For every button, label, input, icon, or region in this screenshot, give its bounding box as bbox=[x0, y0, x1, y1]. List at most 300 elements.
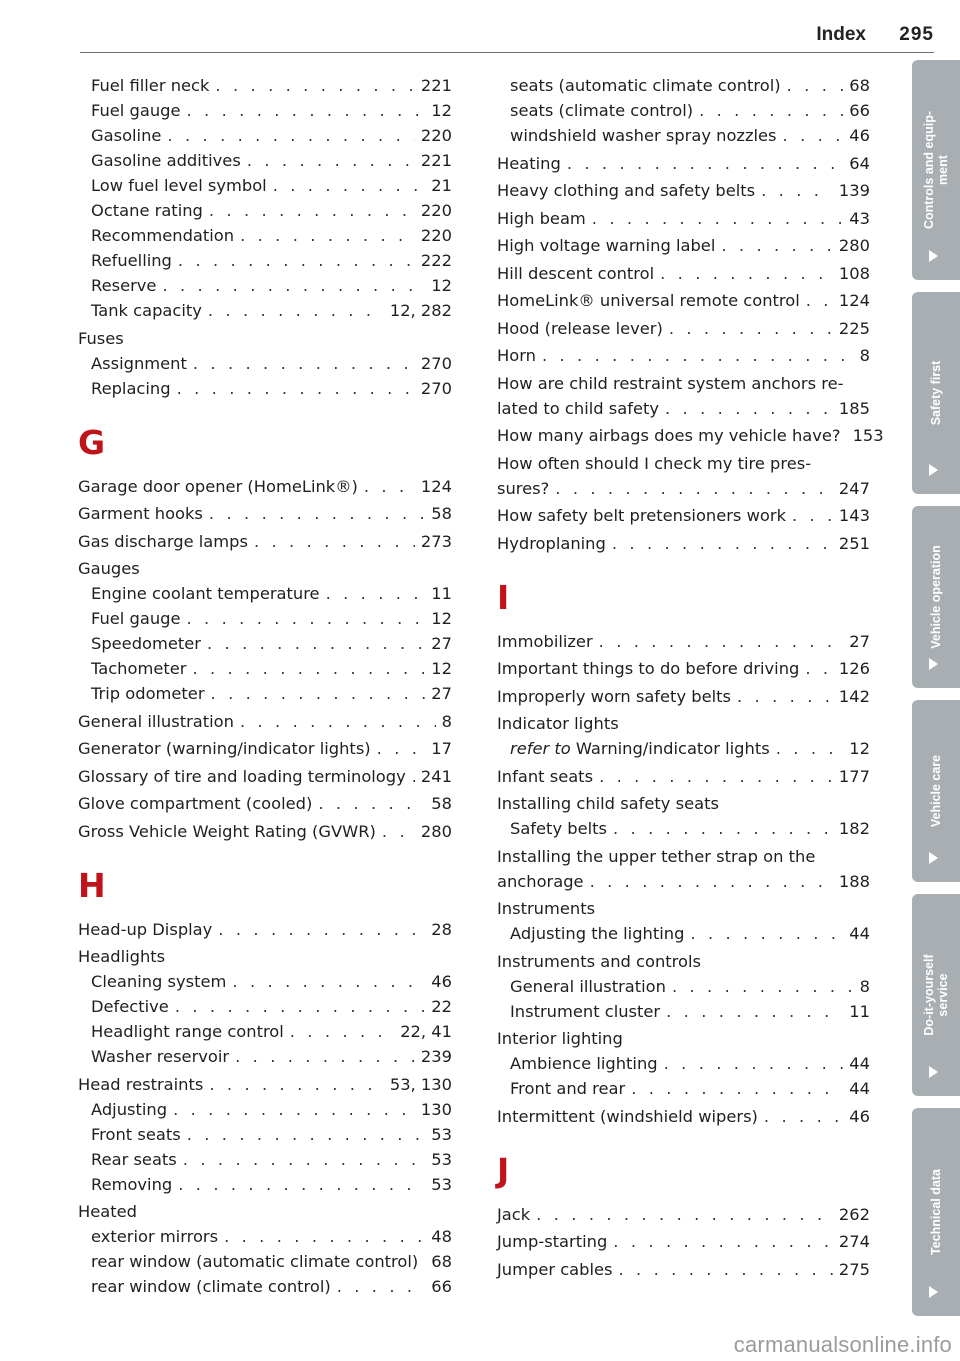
index-entry-page: 126 bbox=[838, 659, 870, 678]
index-entry-text bbox=[510, 73, 781, 98]
index-entry-page: 108 bbox=[838, 263, 870, 283]
dot-leader bbox=[613, 816, 833, 841]
index-entry-page: 221 bbox=[420, 76, 452, 95]
dot-leader bbox=[235, 1044, 415, 1069]
index-entry bbox=[497, 629, 870, 654]
index-entry bbox=[78, 969, 452, 994]
index-entry-label: Head restraints bbox=[78, 1074, 204, 1094]
index-entry bbox=[78, 73, 452, 98]
index-entry-page: 222 bbox=[420, 251, 452, 270]
index-entry-page: 221 bbox=[420, 151, 452, 170]
index-entry-label: Instruments bbox=[497, 899, 596, 918]
dot-leader bbox=[619, 1257, 833, 1282]
index-entry bbox=[78, 709, 452, 734]
index-block bbox=[497, 73, 884, 556]
dot-leader bbox=[721, 233, 833, 258]
index-entry bbox=[497, 476, 870, 501]
index-entry-page: 53 bbox=[431, 1149, 452, 1169]
index-entry bbox=[78, 248, 452, 273]
dot-leader bbox=[672, 974, 854, 999]
index-entry-page: 247 bbox=[838, 478, 870, 498]
watermark: carmanualsonline.info bbox=[733, 1332, 952, 1357]
dot-leader bbox=[177, 376, 415, 401]
chapter-tab-label-line: Technical data bbox=[929, 1169, 943, 1255]
index-entry bbox=[497, 711, 870, 736]
index-entry-label: Reserve bbox=[91, 276, 157, 295]
index-entry bbox=[497, 1026, 870, 1051]
index-entry bbox=[497, 98, 870, 123]
index-entry-label: Refuelling bbox=[91, 251, 172, 270]
index-entry bbox=[497, 844, 870, 869]
index-entry-text bbox=[497, 629, 593, 654]
index-entry-label: How often should I check my tire pres- bbox=[497, 453, 812, 473]
index-entry-label: Improperly worn safety belts bbox=[497, 686, 731, 706]
index-entry-text bbox=[91, 1097, 167, 1122]
index-entry-label: Recommendation bbox=[91, 226, 235, 245]
index-entry-label: Rear seats bbox=[91, 1149, 177, 1169]
index-entry-label: Front seats bbox=[91, 1124, 181, 1144]
triangle-marker-icon bbox=[929, 852, 938, 864]
index-entry-label: Tachometer bbox=[91, 659, 187, 678]
chapter-tab-label bbox=[929, 1169, 943, 1255]
index-entry bbox=[78, 474, 452, 499]
index-entry-label: Headlights bbox=[78, 947, 166, 966]
index-entry-page: 58 bbox=[431, 794, 452, 813]
index-entry-label: Installing the upper tether strap on the bbox=[497, 846, 816, 866]
index-entry-label: exterior mirrors bbox=[91, 1227, 219, 1246]
index-entry-text bbox=[91, 1019, 284, 1044]
index-entry-text bbox=[497, 206, 586, 231]
dot-leader bbox=[806, 288, 833, 313]
index-entry-label: Gas discharge lamps bbox=[78, 531, 248, 551]
index-entry-label: Replacing bbox=[91, 378, 171, 398]
index-entry bbox=[497, 343, 870, 368]
dot-leader bbox=[247, 148, 415, 173]
index-entry-page: 177 bbox=[838, 766, 870, 786]
index-entry-label: Glossary of tire and loading terminology bbox=[78, 766, 406, 786]
index-entry bbox=[497, 261, 870, 286]
index-entry-label: Hood (release lever) bbox=[497, 318, 663, 338]
chapter-tab-label bbox=[929, 361, 943, 426]
section-letter-i: I bbox=[497, 577, 510, 617]
dot-leader bbox=[240, 223, 415, 248]
chapter-tab-label-line: Controls and equip- bbox=[922, 110, 936, 230]
index-entry-text bbox=[78, 791, 312, 816]
index-entry-text bbox=[497, 503, 786, 528]
index-entry-text bbox=[91, 581, 320, 606]
index-entry-text bbox=[497, 684, 731, 709]
index-entry bbox=[497, 921, 870, 946]
index-entry-text bbox=[510, 816, 607, 841]
index-entry-label: Cleaning system bbox=[91, 972, 227, 991]
index-entry-label: Assignment bbox=[91, 353, 187, 373]
index-entry-page: 124 bbox=[838, 291, 870, 310]
index-entry-page: 44 bbox=[849, 924, 870, 943]
index-entry-page: 12 bbox=[849, 739, 870, 758]
dot-leader bbox=[631, 1076, 843, 1101]
dot-leader bbox=[567, 151, 843, 176]
index-entry bbox=[497, 1229, 870, 1254]
index-entry-label: Safety belts bbox=[510, 819, 607, 838]
index-entry-label: Fuel gauge bbox=[91, 101, 181, 120]
chapter-tab-label bbox=[929, 545, 943, 649]
dot-leader bbox=[183, 1147, 425, 1172]
dot-leader bbox=[215, 73, 415, 98]
index-entry bbox=[497, 396, 870, 421]
index-entry bbox=[78, 1147, 452, 1172]
index-entry-text bbox=[91, 994, 169, 1019]
dot-leader bbox=[364, 474, 415, 499]
index-entry-page: 12 bbox=[431, 609, 452, 628]
chapter-tab-label-line: Vehicle operation bbox=[929, 545, 943, 649]
dot-leader bbox=[792, 503, 833, 528]
index-entry bbox=[497, 1051, 870, 1076]
index-entry-label: Octane rating bbox=[91, 201, 203, 220]
index-entry-text bbox=[91, 98, 181, 123]
index-entry bbox=[78, 556, 452, 581]
index-entry-page: 66 bbox=[431, 1277, 452, 1296]
index-entry-label: Hydroplaning bbox=[497, 533, 606, 553]
index-entry bbox=[497, 178, 870, 203]
dot-leader bbox=[382, 819, 415, 844]
index-entry-page: 130 bbox=[420, 1099, 452, 1119]
index-entry bbox=[78, 98, 452, 123]
chapter-tab[interactable] bbox=[912, 1108, 960, 1316]
index-entry-page: 273 bbox=[420, 531, 452, 551]
index-entry-label: Heated bbox=[78, 1202, 137, 1221]
index-entry-label: How many airbags does my vehicle have? bbox=[497, 426, 841, 445]
index-entry bbox=[497, 896, 870, 921]
index-entry-text bbox=[91, 1172, 172, 1197]
index-entry-text bbox=[497, 178, 755, 203]
index-entry-page: 188 bbox=[838, 871, 870, 891]
index-entry-page: 274 bbox=[838, 1232, 870, 1251]
index-entry-label: Glove compartment (cooled) bbox=[78, 794, 313, 813]
index-entry-page: 225 bbox=[838, 318, 870, 338]
dot-leader bbox=[209, 1072, 383, 1097]
index-entry bbox=[78, 681, 452, 706]
index-block bbox=[78, 73, 452, 401]
index-entry bbox=[497, 974, 870, 999]
section-letter-h: H bbox=[78, 865, 106, 905]
index-entry-page: 46 bbox=[849, 1106, 870, 1126]
index-entry bbox=[78, 791, 452, 816]
index-entry-text bbox=[91, 123, 161, 148]
index-entry-page: 44 bbox=[849, 1079, 870, 1098]
index-entry-label: High beam bbox=[497, 208, 586, 228]
dot-leader bbox=[318, 791, 425, 816]
section-letter-j: J bbox=[497, 1150, 510, 1190]
index-entry bbox=[497, 1202, 870, 1227]
dot-leader bbox=[193, 351, 415, 376]
index-entry-text bbox=[510, 736, 770, 761]
index-entry bbox=[78, 656, 452, 681]
index-entry-label: Adjusting bbox=[91, 1099, 168, 1119]
index-entry bbox=[78, 173, 452, 198]
index-entry-label: How safety belt pretensioners work bbox=[497, 506, 786, 525]
index-entry-text bbox=[91, 298, 202, 323]
dot-leader bbox=[776, 736, 844, 761]
index-entry bbox=[78, 1172, 452, 1197]
chapter-tab[interactable] bbox=[912, 292, 960, 494]
dot-leader bbox=[192, 656, 425, 681]
index-entry-label: Tank capacity bbox=[91, 301, 202, 320]
index-entry bbox=[497, 206, 870, 231]
index-entry bbox=[497, 73, 870, 98]
index-entry-page: 44 bbox=[849, 1054, 870, 1073]
index-entry bbox=[78, 736, 452, 761]
chapter-tab[interactable] bbox=[912, 506, 960, 688]
dot-leader bbox=[599, 764, 833, 789]
index-entry-label: Front and rear bbox=[510, 1079, 626, 1098]
index-entry-page: 28 bbox=[431, 919, 452, 939]
index-entry-text bbox=[510, 98, 693, 123]
index-entry-page: 53, 130 bbox=[389, 1074, 452, 1094]
index-entry-text bbox=[91, 681, 205, 706]
index-entry-page: 220 bbox=[420, 201, 452, 220]
index-entry bbox=[78, 1224, 452, 1249]
index-entry-text bbox=[497, 233, 715, 258]
index-entry bbox=[78, 606, 452, 631]
index-entry-page: 22, 41 bbox=[400, 1022, 452, 1041]
index-entry bbox=[497, 423, 884, 448]
index-entry bbox=[78, 223, 452, 248]
index-entry bbox=[78, 1044, 452, 1069]
chapter-tab-label-line: ment bbox=[936, 155, 950, 185]
index-entry-page: 220 bbox=[420, 126, 452, 145]
chapter-tab[interactable] bbox=[912, 894, 960, 1096]
index-entry-label: Heavy clothing and safety belts bbox=[497, 181, 756, 200]
index-entry-page: 241 bbox=[420, 766, 452, 786]
section-letter-g: G bbox=[78, 422, 106, 462]
index-entry-label: Gross Vehicle Weight Rating (GVWR) bbox=[78, 821, 376, 841]
index-entry-text bbox=[91, 969, 226, 994]
index-entry-label: Instrument cluster bbox=[510, 1001, 661, 1021]
index-entry-page: 275 bbox=[838, 1259, 870, 1279]
index-entry-label: HomeLink® universal remote control bbox=[497, 291, 800, 310]
index-entry-text bbox=[91, 1274, 331, 1299]
index-block bbox=[78, 474, 452, 844]
index-entry-label: Removing bbox=[91, 1174, 173, 1194]
dot-leader bbox=[665, 396, 833, 421]
index-entry-label: Warning/indicator lights bbox=[575, 739, 770, 758]
dot-leader bbox=[412, 764, 415, 789]
index-entry-label: General illustration bbox=[78, 711, 234, 731]
chapter-tab-label bbox=[922, 954, 950, 1035]
index-entry bbox=[497, 1076, 870, 1101]
index-entry-label: Infant seats bbox=[497, 766, 594, 786]
index-entry-label: General illustration bbox=[510, 976, 666, 996]
index-entry-label: sures? bbox=[497, 478, 550, 498]
index-entry-page: 182 bbox=[838, 819, 870, 838]
dot-leader bbox=[590, 869, 833, 894]
index-entry-label: High voltage warning label bbox=[497, 236, 716, 255]
index-entry-page: 143 bbox=[838, 506, 870, 525]
index-entry bbox=[497, 1104, 870, 1129]
index-entry-label: rear window (automatic climate control) bbox=[91, 1252, 419, 1271]
dot-leader bbox=[555, 476, 833, 501]
index-entry-text bbox=[497, 1104, 758, 1129]
index-entry bbox=[497, 288, 870, 313]
index-entry-label: seats (climate control) bbox=[510, 101, 694, 120]
dot-leader bbox=[162, 273, 425, 298]
index-entry bbox=[497, 999, 870, 1024]
index-block bbox=[497, 1202, 870, 1282]
index-entry bbox=[78, 273, 452, 298]
index-entry bbox=[78, 994, 452, 1019]
index-entry-page: 12, 282 bbox=[389, 301, 452, 320]
dot-leader bbox=[209, 198, 415, 223]
dot-leader bbox=[187, 98, 426, 123]
page-title: Index bbox=[816, 24, 866, 45]
index-entry-page: 66 bbox=[849, 101, 870, 120]
index-entry-page: 124 bbox=[420, 476, 452, 496]
index-entry-page: 270 bbox=[420, 353, 452, 373]
dot-leader bbox=[240, 709, 436, 734]
index-entry-text bbox=[497, 1257, 613, 1282]
index-entry-label: Garment hooks bbox=[78, 504, 203, 523]
index-entry-label: Immobilizer bbox=[497, 631, 593, 651]
index-entry-label: Headlight range control bbox=[91, 1022, 284, 1041]
index-entry-label: Adjusting the lighting bbox=[510, 924, 685, 943]
dot-leader bbox=[187, 1122, 426, 1147]
index-entry-text bbox=[510, 974, 666, 999]
index-entry-text bbox=[91, 223, 234, 248]
index-entry-text bbox=[497, 151, 561, 176]
index-entry-text bbox=[510, 921, 684, 946]
dot-leader bbox=[224, 1224, 425, 1249]
index-entry-label: Hill descent control bbox=[497, 263, 655, 283]
index-column-right bbox=[497, 73, 884, 1282]
index-entry-page: 27 bbox=[431, 634, 452, 653]
index-entry-page: 262 bbox=[838, 1204, 870, 1224]
index-entry-page: 280 bbox=[420, 821, 452, 841]
index-entry-text bbox=[91, 351, 187, 376]
index-entry-text bbox=[78, 736, 371, 761]
triangle-marker-icon bbox=[929, 1066, 938, 1078]
index-entry-text bbox=[497, 476, 549, 501]
index-entry-text bbox=[497, 764, 593, 789]
dot-leader bbox=[167, 123, 415, 148]
index-entry bbox=[78, 1072, 452, 1097]
index-entry-text bbox=[91, 73, 209, 98]
index-entry-page: 21 bbox=[431, 176, 452, 195]
index-entry bbox=[78, 148, 452, 173]
index-entry bbox=[497, 684, 870, 709]
index-entry bbox=[497, 764, 870, 789]
index-entry bbox=[497, 791, 870, 816]
index-entry bbox=[78, 376, 452, 401]
dot-leader bbox=[232, 969, 425, 994]
index-entry-label: Intermittent (windshield wipers) bbox=[497, 1106, 758, 1126]
index-entry-text bbox=[78, 474, 358, 499]
index-entry bbox=[78, 298, 452, 323]
dot-leader bbox=[178, 248, 415, 273]
index-entry-page: 139 bbox=[838, 181, 870, 200]
dot-leader bbox=[273, 173, 426, 198]
index-entry-text bbox=[497, 1202, 530, 1227]
index-entry bbox=[78, 123, 452, 148]
index-entry bbox=[497, 451, 870, 476]
dot-leader bbox=[377, 736, 426, 761]
index-entry-label: Trip odometer bbox=[91, 684, 205, 703]
index-entry-label: Gasoline additives bbox=[91, 151, 241, 170]
index-entry-page: 8 bbox=[441, 711, 452, 731]
chapter-tab-label bbox=[922, 111, 950, 229]
index-entry-label: Interior lighting bbox=[497, 1029, 623, 1048]
index-entry-text bbox=[497, 343, 536, 368]
index-entry-label: Gasoline bbox=[91, 126, 162, 145]
index-entry bbox=[78, 1097, 452, 1122]
dot-leader bbox=[290, 1019, 394, 1044]
index-entry bbox=[497, 869, 870, 894]
index-entry bbox=[78, 326, 452, 351]
index-entry-label: anchorage bbox=[497, 871, 584, 891]
triangle-marker-icon bbox=[929, 658, 938, 670]
index-entry-page: 142 bbox=[838, 686, 870, 706]
dot-leader bbox=[211, 681, 426, 706]
index-entry bbox=[78, 501, 452, 526]
index-entry bbox=[78, 1199, 452, 1224]
chapter-tab[interactable] bbox=[912, 60, 960, 280]
index-entry-page: 251 bbox=[838, 533, 870, 553]
dot-leader bbox=[542, 343, 854, 368]
index-entry-text bbox=[78, 764, 406, 789]
index-entry-text bbox=[91, 376, 171, 401]
dot-leader bbox=[599, 629, 844, 654]
index-entry-label: Defective bbox=[91, 997, 169, 1016]
index-entry-text bbox=[497, 288, 800, 313]
index-entry-label: Washer reservoir bbox=[91, 1047, 230, 1066]
index-entry-label: Instruments and controls bbox=[497, 951, 701, 971]
index-entry-label: Gauges bbox=[78, 559, 140, 578]
dot-leader bbox=[764, 1104, 843, 1129]
index-entry bbox=[78, 819, 452, 844]
index-entry-label: Jumper cables bbox=[497, 1259, 613, 1279]
index-entry bbox=[497, 949, 870, 974]
index-block bbox=[78, 917, 452, 1300]
index-entry-text bbox=[91, 273, 156, 298]
index-entry bbox=[497, 656, 870, 681]
index-entry-text bbox=[91, 248, 172, 273]
chapter-tab-label bbox=[929, 755, 943, 827]
index-entry-label: Heating bbox=[497, 153, 561, 173]
index-entry-text bbox=[510, 1076, 625, 1101]
chapter-tab[interactable] bbox=[912, 700, 960, 882]
dot-leader bbox=[424, 1249, 425, 1274]
dot-leader bbox=[666, 999, 843, 1024]
index-entry-page: 280 bbox=[838, 236, 870, 255]
index-entry-text bbox=[91, 631, 201, 656]
chapter-tab-label-line: service bbox=[936, 973, 950, 1017]
dot-leader bbox=[761, 178, 833, 203]
index-entry-label: Indicator lights bbox=[497, 714, 619, 733]
index-entry-label: Installing child safety seats bbox=[497, 794, 719, 813]
index-entry bbox=[78, 944, 452, 969]
index-entry-page: 43 bbox=[849, 208, 870, 228]
dot-leader bbox=[664, 1051, 844, 1076]
index-column-left bbox=[78, 73, 452, 1299]
triangle-marker-icon bbox=[929, 250, 938, 262]
dot-leader bbox=[337, 1274, 426, 1299]
index-entry-label: Low fuel level symbol bbox=[91, 176, 267, 195]
index-block bbox=[497, 629, 870, 1129]
index-entry-page: 11 bbox=[849, 1001, 870, 1021]
chapter-tab-label-line: Safety first bbox=[929, 360, 943, 426]
index-entry bbox=[78, 1122, 452, 1147]
dot-leader bbox=[690, 921, 843, 946]
index-entry-label: Ambience lighting bbox=[510, 1054, 658, 1073]
